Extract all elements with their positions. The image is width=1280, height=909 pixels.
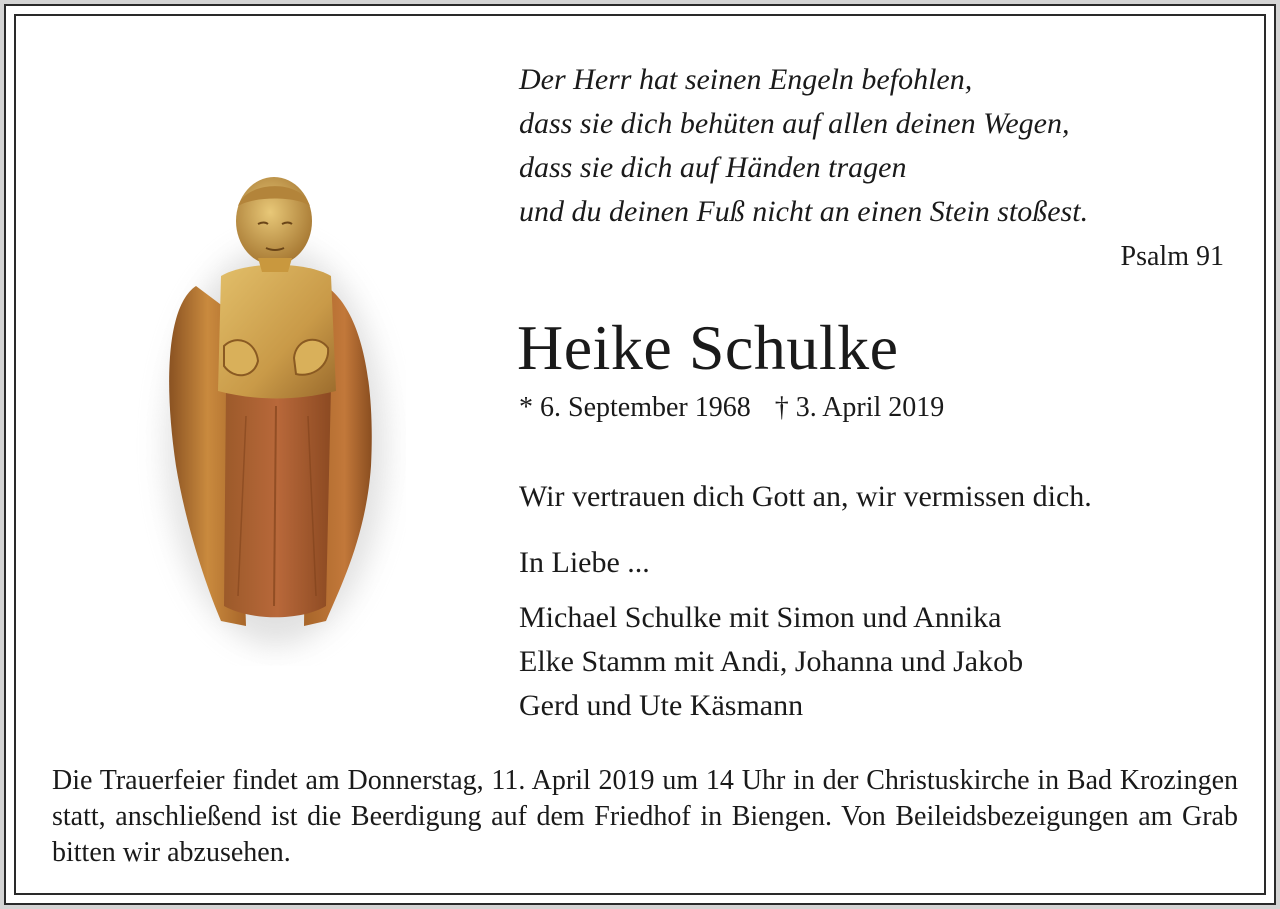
mourner-line: Elke Stamm mit Andi, Johanna und Jakob — [519, 645, 1024, 678]
mourner-line: Gerd und Ute Käsmann — [519, 689, 804, 722]
angel-figure-icon — [126, 166, 406, 666]
obituary-notice — [4, 4, 1276, 905]
mourner-line: Michael Schulke mit Simon und Annika — [519, 601, 1002, 634]
death-date: † 3. April 2019 — [774, 392, 945, 423]
birth-date: * 6. September 1968 — [519, 392, 751, 423]
deceased-name: Heike Schulke — [517, 312, 899, 383]
love-message: In Liebe ... — [519, 546, 650, 579]
trust-message: Wir vertrauen dich Gott an, wir vermissen dich. — [519, 480, 1092, 513]
verse-line: dass sie dich auf Händen tragen — [519, 151, 907, 184]
mourners-list — [519, 596, 1023, 728]
life-dates — [519, 392, 944, 424]
psalm-verse — [519, 58, 1249, 234]
verse-source: Psalm 91 — [1120, 241, 1224, 272]
verse-line: und du deinen Fuß nicht an einen Stein stoßest. — [519, 195, 1089, 228]
verse-line: Der Herr hat seinen Engeln befohlen, — [519, 63, 973, 96]
funeral-notice: Die Trauerfeier findet am Donnerstag, 11. April 2019 um 14 Uhr in der Christuskirche in Bad Krozingen statt, anschließend ist die Beerdigung auf dem Friedhof in Biengen. Von Beileidsbezeigungen am Grab bitten wir abzusehen. — [52, 765, 1238, 868]
verse-line: dass sie dich behüten auf allen deinen Wegen, — [519, 107, 1070, 140]
